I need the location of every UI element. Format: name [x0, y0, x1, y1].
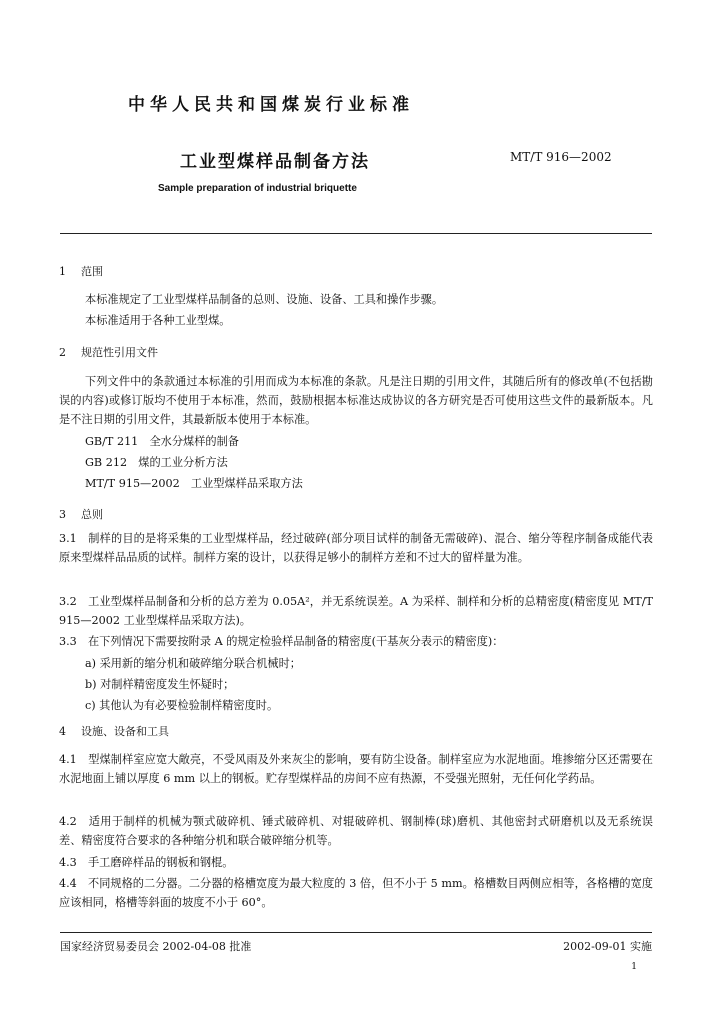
header-divider — [60, 233, 652, 234]
clause-4-4: 4.4 不同规格的二分器。二分器的格槽宽度为最大粒度的 3 倍，但不小于 5 mm。格槽数目两侧应相等，各格槽的宽度应该相同，格槽等斜面的坡度不小于 60°。 — [59, 877, 653, 909]
reference-item: MT/T 915—2002 工业型煤样品采取方法 — [85, 477, 303, 490]
section-number: 4 — [59, 725, 66, 738]
list-item: a) 采用新的缩分机和破碎缩分联合机械时； — [85, 657, 301, 670]
list-item: c) 其他认为有必要检验制样精密度时。 — [85, 699, 279, 712]
clause-4-2: 4.2 适用于制样的机械为颚式破碎机、锤式破碎机、对辊破碎机、钢制棒(球)磨机、其他密封式研磨机以及无系统误差、精密度符合要求的各种缩分机和联合破碎缩分机等。 — [59, 815, 653, 847]
scope-paragraph-1: 本标准规定了工业型煤样品制备的总则、设施、设备、工具和操作步骤。 — [85, 293, 444, 306]
standard-code: MT/T 916—2002 — [510, 150, 612, 164]
clause-3-1: 3.1 制样的目的是将采集的工业型煤样品，经过破碎(部分项目试样的制备无需破碎)、混合、缩分等程序制备成能代表原来型煤样品品质的试样。制样方案的设计，以获得足够小的制样方差和不过大的留样量为准。 — [59, 532, 653, 564]
reference-item: GB/T 211 全水分煤样的制备 — [85, 435, 239, 448]
section-title: 总则 — [81, 508, 103, 521]
section-title: 规范性引用文件 — [81, 346, 158, 359]
page-number: 1 — [631, 962, 637, 972]
section-title: 设施、设备和工具 — [81, 725, 169, 738]
section-3-heading — [59, 506, 103, 522]
section-title: 范围 — [81, 265, 103, 278]
clause-4-3: 4.3 手工磨碎样品的钢板和钢棍。 — [59, 856, 234, 869]
footer-divider — [60, 932, 652, 933]
section-1-heading — [59, 263, 103, 279]
section-number: 2 — [59, 346, 66, 359]
reference-item: GB 212 煤的工业分析方法 — [85, 456, 228, 469]
scope-paragraph-2: 本标准适用于各种工业型煤。 — [85, 314, 231, 327]
standard-header: 中华人民共和国煤炭行业标准 — [128, 95, 414, 115]
section-number: 3 — [59, 508, 66, 521]
clause-4-1: 4.1 型煤制样室应宽大敞亮，不受风雨及外来灰尘的影响，要有防尘设备。制样室应为水泥地面。堆掺缩分区还需要在水泥地面上铺以厚度 6 mm 以上的钢板。贮存型煤样品的房间不应有热源，不受强光照射，无任何化学药品。 — [59, 753, 653, 785]
list-item: b) 对制样精密度发生怀疑时； — [85, 678, 235, 691]
references-intro: 下列文件中的条款通过本标准的引用而成为本标准的条款。凡是注日期的引用文件，其随后所有的修改单(不包括勘误的内容)或修订版均不使用于本标准，然而，鼓励根据本标准达成协议的各方研究是否可使用这些文件的最新版本。凡是不注日期的引用文件，其最新版本使用于本标准。 — [59, 375, 653, 426]
section-2-heading — [59, 344, 158, 360]
implementation-date: 2002-09-01 实施 — [563, 940, 652, 953]
section-4-heading — [59, 723, 169, 739]
approval-date: 国家经济贸易委员会 2002-04-08 批准 — [60, 940, 252, 953]
section-number: 1 — [59, 265, 66, 278]
clause-3-2: 3.2 工业型煤样品制备和分析的总方差为 0.05A²，并无系统误差。A 为采样、制样和分析的总精密度(精密度见 MT/T 915—2002 工业型煤样品采取方法)。 — [59, 595, 653, 627]
document-title: 工业型煤样品制备方法 — [180, 152, 370, 172]
clause-3-3: 3.3 在下列情况下需要按附录 A 的规定检验样品制备的精密度(干基灰分表示的精密度)： — [59, 635, 504, 648]
english-title: Sample preparation of industrial briquette — [158, 183, 357, 194]
